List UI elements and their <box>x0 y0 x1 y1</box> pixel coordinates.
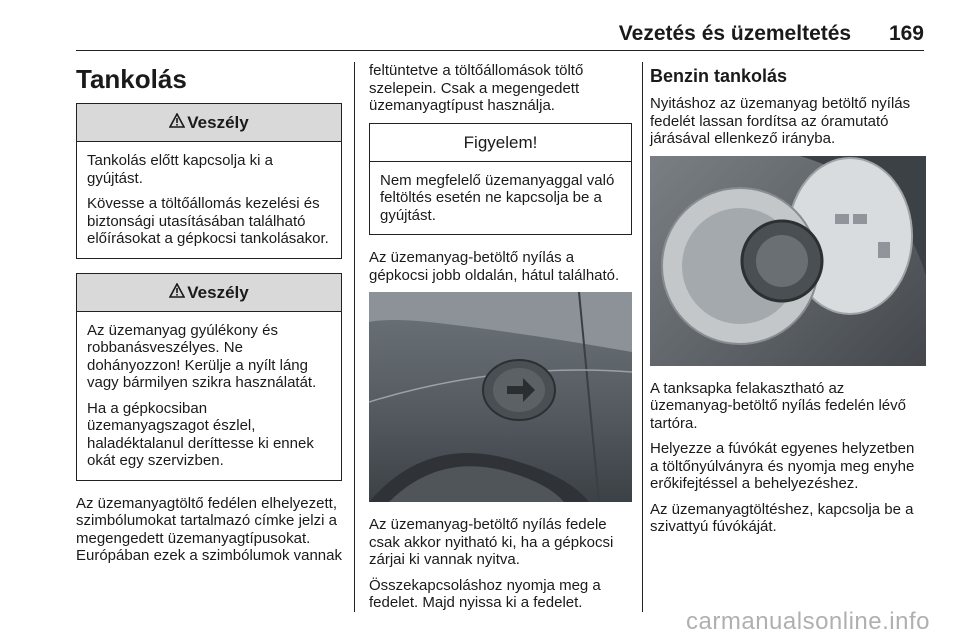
notice-box-body <box>370 162 631 235</box>
danger-box <box>76 103 342 259</box>
warning-triangle-icon <box>169 274 185 312</box>
danger-text: Kövesse a töltőállomás kezelési és biztonsági utasításában található előírásokat a gépkocsi tankolásakor. <box>87 195 329 247</box>
danger-text: Tankolás előtt kapcsolja ki a gyújtást. <box>87 152 273 187</box>
column-divider <box>354 62 355 612</box>
page-header <box>619 22 924 46</box>
danger-text: Ha a gépkocsiban üzemanyagszagot észlel, haladéktalanul deríttesse ki ennek okát egy szervizben. <box>87 399 314 469</box>
body-paragraph: Az üzemanyag-betöltő nyílás fedele csak akkor nyitható ki, ha a gépkocsi zárjai ki vannak nyitva. <box>369 516 614 568</box>
danger-box-header <box>77 104 341 142</box>
body-paragraph: A tanksapka felakasztható az üzemanyag-betöltő nyílás fedelén lévő tartóra. <box>650 379 906 432</box>
danger-text: Az üzemanyag gyúlékony és robbanásveszélyes. Ne dohányozzon! Kerülje a nyílt láng vagy bármilyen szikra használatát. <box>87 321 317 391</box>
danger-box-title: Veszély <box>187 113 249 132</box>
danger-box-body <box>77 142 341 258</box>
body-paragraph: feltüntetve a töltőállomások töltő szelepein. Csak a megengedett üzemanyagtípust használja. <box>369 62 584 114</box>
page-number: 169 <box>888 22 924 45</box>
notice-box <box>369 123 632 236</box>
header-rule <box>76 50 924 51</box>
column-3 <box>650 62 926 544</box>
section-title: Tankolás <box>76 64 187 94</box>
danger-box-title: Veszély <box>187 282 249 302</box>
fuel-cap-photo <box>650 156 926 366</box>
subsection-title: Benzin tankolás <box>650 66 788 86</box>
body-paragraph: Összekapcsoláshoz nyomja meg a fedelet. Majd nyissa ki a fedelet. <box>369 576 601 611</box>
notice-box-title: Figyelem! <box>370 124 631 162</box>
body-paragraph: Az üzemanyag-betöltő nyílás a gépkocsi jobb oldalán, hátul található. <box>369 249 620 284</box>
column-1 <box>76 62 342 573</box>
column-divider <box>642 62 643 612</box>
body-paragraph: Az üzemanyagtöltéshez, kapcsolja be a szivattyú fúvókáját. <box>650 500 914 535</box>
chapter-title: Vezetés és üzemeltetés <box>618 22 852 45</box>
danger-box-body <box>77 312 341 480</box>
column-2 <box>369 62 632 620</box>
body-paragraph: Helyezze a fúvókát egyenes helyzetben a töltőnyúlványra és nyomja meg enyhe erőkifejtéssel a behelyezéshez. <box>650 440 915 492</box>
warning-triangle-icon <box>169 104 185 142</box>
body-paragraph: Az üzemanyagtöltő fedélen elhelyezett, szimbólumokat tartalmazó címke jelzi a megengedett üzemanyagtípusokat. Európában ezek a szimbólumok vannak <box>76 494 342 564</box>
fuel-flap-photo <box>369 292 632 502</box>
watermark: carmanualsonline.info <box>686 608 930 635</box>
danger-box <box>76 273 342 481</box>
body-paragraph: Nyitáshoz az üzemanyag betöltő nyílás fedelét lassan fordítsa az óramutató járásával ellenkező irányba. <box>650 95 911 147</box>
notice-text: Nem megfelelő üzemanyaggal való feltöltés esetén ne kapcsolja be a gyújtást. <box>380 171 615 224</box>
danger-box-header <box>77 274 341 312</box>
